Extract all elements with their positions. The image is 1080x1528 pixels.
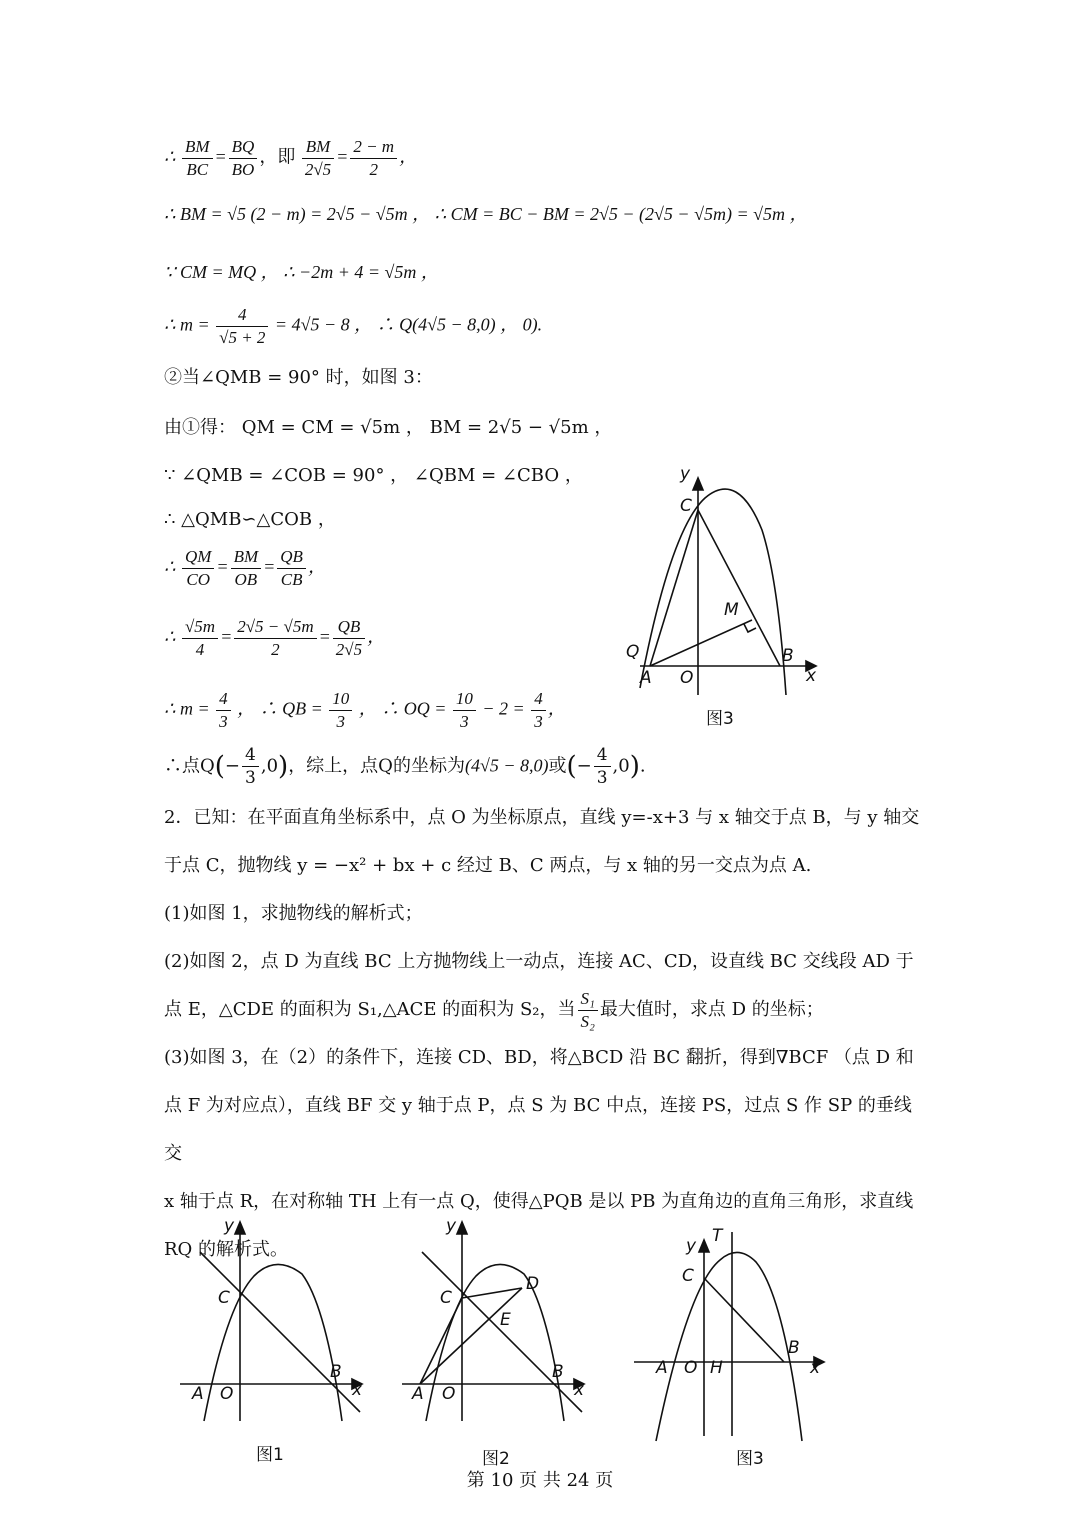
fraction [277, 546, 306, 591]
numerator: BM [182, 136, 213, 159]
page-footer: 第 10 页 共 24 页 [466, 1470, 614, 1491]
denominator: 3 [219, 712, 228, 731]
segment-qm [650, 620, 752, 666]
question-3: (3)如图 3，在（2）的条件下，连接 CD、BD，将△BCD 沿 BC 翻折，得到∇BCF （点 D 和 [164, 1047, 914, 1068]
problem-line: 于点 C，抛物线 y = −x² + bx + c 经过 B、C 两点，与 x 轴的另一交点为点 A. [164, 855, 812, 876]
label-y: y [224, 1216, 235, 1236]
question-3-cont: RQ 的解析式。 [164, 1239, 289, 1260]
denominator: 2 [369, 160, 378, 179]
step-10: ∴ $\frac{√5m}{4}$ = $\frac{2√5 - √5m}{2}$ = $\frac{QB}{2√5}$ ， [164, 617, 386, 659]
figure-top-fig3 [610, 464, 840, 729]
label-a: A [640, 668, 652, 688]
fraction [182, 546, 214, 591]
label-c: C [682, 1266, 694, 1286]
step-5: ②当∠QMB = 90° 时，如图 3： [164, 367, 433, 388]
text: ∴ m = [164, 698, 210, 719]
numerator: 4 [216, 688, 231, 711]
denominator: 2 [271, 640, 280, 659]
numerator: S₁ [578, 988, 598, 1011]
text: ，即 [259, 146, 296, 167]
text: ∴ [164, 556, 176, 577]
label-x: x [810, 1358, 821, 1378]
label-b: B [782, 646, 794, 666]
step-8: ∴ △QMB∽△COB ， [164, 509, 336, 530]
label-x: x [574, 1380, 585, 1400]
label-x: x [352, 1380, 363, 1400]
label-y: y [680, 464, 691, 484]
label-c: C [440, 1288, 452, 1308]
step-7: ∵ ∠QMB = ∠COB = 90° ， ∠QBM = ∠CBO ， [164, 465, 583, 486]
fraction [182, 616, 218, 661]
text: ， ∴ OQ = [358, 698, 447, 719]
numerator: BM [302, 136, 334, 159]
numerator: QB [277, 546, 306, 569]
text: ， ∴ QB = [237, 698, 323, 719]
numerator: QB [333, 616, 365, 639]
segment-cb [698, 510, 780, 666]
text: ∴点Q [164, 755, 215, 777]
fraction [216, 688, 231, 733]
parabola [640, 489, 786, 695]
fraction [231, 546, 262, 591]
fraction [216, 304, 268, 349]
label-a: A [412, 1384, 424, 1404]
fraction [594, 744, 611, 789]
label-c: C [218, 1288, 230, 1308]
question-3-cont: x 轴于点 R，在对称轴 TH 上有一点 Q，使得△PQB 是以 PB 为直角边的直角三角形，求直线 [164, 1191, 914, 1212]
figure-3 [634, 1226, 834, 1469]
therefore-symbol: ∴ [164, 146, 176, 167]
text: 或 [548, 755, 567, 777]
step-2: ∴ BM = √5 (2 − m) = 2√5 − √5m ， ∴ CM = BC − BM = 2√5 − (2√5 − √5m) = √5m ， [164, 204, 808, 224]
numerator: 2 − m [350, 136, 397, 159]
y-axis-arrow-icon [457, 1222, 467, 1234]
label-y: y [446, 1216, 457, 1236]
text: ， [307, 556, 326, 577]
label-m: M [724, 600, 739, 620]
step-6: 由①得： QM = CM = √5m ， BM = 2√5 − √5m ， [164, 417, 613, 438]
question-3-cont: 点 F 为对应点），直线 BF 交 y 轴于点 P，点 S 为 BC 中点，连接 PS，过点 S 作 SP 的垂线交 [164, 1095, 912, 1164]
question-2: (2)如图 2，点 D 为直线 BC 上方抛物线上一动点，连接 AC、CD，设直线 BC 交线段 AD 于 [164, 951, 914, 972]
text: 点 E，△CDE 的面积为 S₁,△ACE 的面积为 S₂，当 [164, 999, 576, 1020]
denominator: CO [186, 570, 210, 589]
text: (4√5 − 8,0) [464, 755, 549, 776]
label-c: C [680, 496, 692, 516]
parabola [656, 1252, 802, 1441]
segment-cq [650, 510, 698, 666]
numerator: 2√5 − √5m [234, 616, 316, 639]
denominator: 3 [460, 712, 469, 731]
denominator: CB [280, 570, 303, 589]
y-axis-arrow-icon [235, 1222, 245, 1234]
figure-1 [176, 1216, 376, 1465]
denominator: 4 [195, 640, 205, 659]
fraction [333, 616, 365, 661]
y-axis-arrow-icon [699, 1240, 709, 1252]
figure-caption: 图1 [256, 1445, 284, 1465]
label-a: A [192, 1384, 204, 1404]
denominator: S₂ [580, 1011, 595, 1031]
denominator: 3 [245, 768, 256, 788]
denominator: 3 [534, 712, 543, 731]
label-e: E [500, 1310, 511, 1330]
label-d: D [526, 1274, 540, 1294]
numerator: 4 [216, 304, 268, 327]
question-2-cont [164, 986, 924, 1034]
fraction [234, 616, 316, 661]
step-3: ∵ CM = MQ ， ∴ −2m + 4 = √5m ， [164, 262, 439, 282]
fraction [350, 136, 397, 181]
figure-caption: 图2 [482, 1449, 510, 1469]
label-q: Q [626, 642, 640, 662]
fraction [302, 136, 334, 181]
label-a: A [656, 1358, 668, 1378]
text: 最大值时，求点 D 的坐标； [599, 999, 824, 1020]
label-b: B [330, 1362, 342, 1382]
numerator: 4 [594, 744, 611, 767]
y-axis-arrow-icon [693, 478, 703, 490]
label-b: B [788, 1338, 800, 1358]
segment-ac [420, 1298, 462, 1384]
label-t: T [712, 1226, 723, 1246]
numerator: 4 [242, 744, 259, 767]
numerator: 4 [531, 688, 546, 711]
fraction [531, 688, 546, 733]
fraction [578, 988, 598, 1033]
text: − 2 = [482, 698, 525, 719]
text: ∴ [164, 626, 176, 647]
figure-2 [398, 1216, 598, 1469]
numerator: QM [182, 546, 214, 569]
label-x: x [806, 666, 817, 686]
problem-text [164, 794, 924, 1274]
label-o: O [442, 1384, 456, 1404]
denominator: 2√5 [304, 160, 332, 179]
figure-caption: 图3 [736, 1449, 764, 1469]
right-angle-mark [744, 624, 756, 632]
denominator: 2√5 [335, 640, 363, 659]
fraction [182, 136, 213, 181]
text: ， [399, 146, 418, 167]
denominator: OB [234, 570, 258, 589]
text: ∴ m = [164, 314, 210, 335]
denominator: √5 + 2 [219, 328, 266, 347]
label-o: O [220, 1384, 234, 1404]
label-b: B [552, 1362, 564, 1382]
step-4 [164, 304, 542, 349]
numerator: 10 [329, 688, 352, 711]
figure-caption: 图3 [706, 709, 734, 729]
denominator: 3 [336, 712, 345, 731]
text: ， [547, 698, 566, 719]
problem-line: 2．已知：在平面直角坐标系中，点 O 为坐标原点，直线 y=-x+3 与 x 轴交于点 B，与 y 轴交 [164, 807, 920, 828]
fraction [242, 744, 259, 789]
label-y: y [686, 1236, 697, 1256]
label-h: H [710, 1358, 723, 1378]
question-1: (1)如图 1，求抛物线的解析式； [164, 903, 423, 924]
label-o: O [680, 668, 694, 688]
denominator: 3 [596, 768, 608, 788]
fraction [453, 688, 476, 733]
step-9: ∴ $\frac{QM}{CO}$ = $\frac{BM}{OB}$ = $\frac{QB}{CB}$ ， [164, 547, 326, 589]
numerator: 10 [453, 688, 476, 711]
text: ，综上，点Q的坐标为 [288, 755, 465, 777]
denominator: BC [186, 160, 209, 179]
step-1: ∴ $\frac{BM}{BC}$ = $\frac{BQ}{BO}$ ，即 $\frac{BM}{2√5}$ = $\frac{2 - m}{2}$ ， [164, 137, 418, 179]
fraction [229, 136, 258, 181]
numerator: BQ [229, 136, 258, 159]
text: = 4√5 − 8 ， ∴ Q(4√5 − 8,0) ， 0). [274, 314, 543, 335]
denominator: BO [231, 160, 255, 179]
text: ， [367, 626, 386, 647]
label-o: O [684, 1358, 698, 1378]
numerator: √5m [182, 616, 218, 639]
numerator: BM [231, 546, 262, 569]
step-12: ∴点Q(− $\frac{4}{3}$ ,0)，综上，点Q的坐标为(4√5 − 8,0)或(− $\frac{4}{3}$ ,0). [164, 745, 646, 788]
step-11 [164, 688, 566, 733]
fraction [329, 688, 352, 733]
